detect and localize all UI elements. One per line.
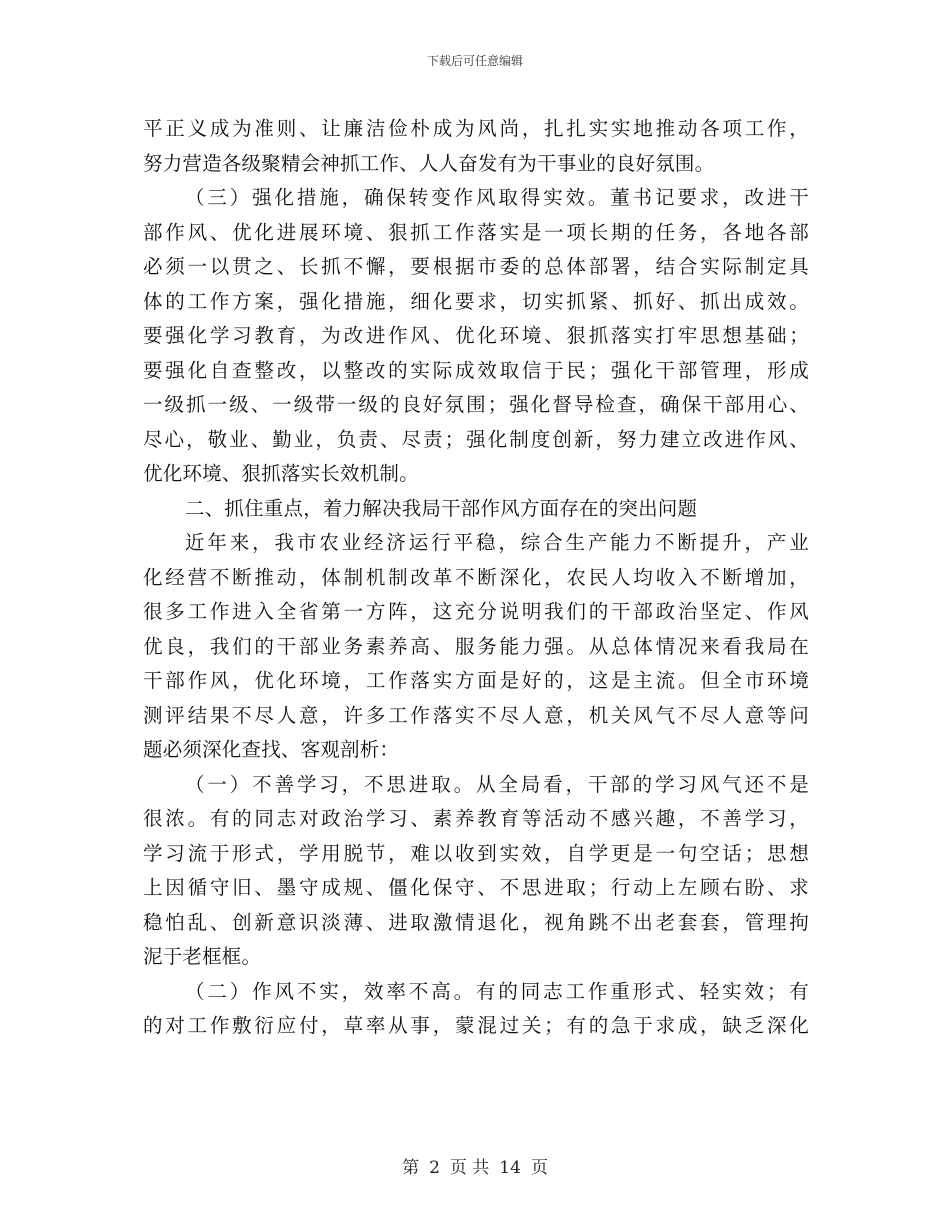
- text-line: 近年来，我市农业经济运行平稳，综合生产能力不断提升，产业: [185, 531, 809, 554]
- text-line: 优良，我们的干部业务素养高、服务能力强。从总体情况来看我局在: [143, 634, 809, 658]
- text-line: 泥于老框框。: [143, 945, 262, 968]
- text-line: 上因循守旧、墨守成规、僵化保守、不思进取；行动上左顾右盼、求: [143, 876, 809, 899]
- text-line: 一级抓一级、一级带一级的良好氛围；强化督导检查，确保干部用心、: [143, 393, 809, 416]
- text-line: 稳怕乱、创新意识淡薄、进取激情退化，视角跳不出老套套，管理拘: [143, 910, 809, 934]
- footer-total-pages: 14: [499, 1158, 521, 1178]
- text-line: 努力营造各级聚精会神抓工作、人人奋发有为干事业的良好氛围。: [143, 151, 715, 175]
- footer-suffix: 页: [530, 1158, 548, 1178]
- page-footer: [0, 1153, 950, 1178]
- text-line: 尽心，敬业、勤业，负责、尽责；强化制度创新，努力建立改进作风、: [143, 427, 809, 451]
- footer-middle: 页 共: [449, 1158, 490, 1178]
- text-line: 平正义成为准则、让廉洁俭朴成为风尚，扎扎实实地推动各项工作，: [143, 117, 809, 140]
- text-line: 很浓。有的同志对政治学习、素养教育等活动不感兴趣，不善学习，: [143, 807, 809, 830]
- text-line: （二）作风不实，效率不高。有的同志工作重形式、轻实效；有: [185, 979, 809, 1003]
- text-line: 优化环境、狠抓落实长效机制。: [143, 462, 419, 485]
- page-header: 下载后可任意编辑: [426, 54, 523, 68]
- text-line: 必须一以贯之、长抓不懈，要根据市委的总体部署，结合实际制定具: [143, 255, 809, 278]
- text-line: 干部作风，优化环境，工作落实方面是好的，这是主流。但全市环境: [143, 669, 809, 692]
- text-line: 的对工作敷衍应付，草率从事，蒙混过关；有的急于求成，缺乏深化: [143, 1014, 809, 1037]
- text-line: （三）强化措施，确保转变作风取得实效。董书记要求，改进干: [185, 186, 809, 209]
- text-line: 化经营不断推动，体制机制改革不断深化，农民人均收入不断增加，: [143, 565, 809, 589]
- text-line: 题必须深化查找、客观剖析：: [143, 738, 400, 761]
- text-line: 要强化自查整改，以整改的实际成效取信于民；强化干部管理，形成: [143, 358, 809, 382]
- footer-page-number: 2: [429, 1158, 440, 1178]
- text-line: （一）不善学习，不思进取。从全局看，干部的学习风气还不是: [185, 772, 809, 796]
- text-line: 二、抓住重点，着力解决我局干部作风方面存在的突出问题: [185, 496, 698, 520]
- text-line: 部作风、优化进展环境、狠抓工作落实是一项长期的任务，各地各部: [143, 220, 809, 244]
- document-body: [143, 112, 809, 1044]
- text-line: 测评结果不尽人意，许多工作落实不尽人意，机关风气不尽人意等问: [143, 703, 809, 727]
- text-line: 要强化学习教育，为改进作风、优化环境、狠抓落实打牢思想基础；: [143, 324, 809, 347]
- footer-prefix: 第: [402, 1158, 420, 1178]
- text-line: 学习流于形式，学用脱节，难以收到实效，自学更是一句空话；思想: [143, 841, 809, 865]
- text-line: 体的工作方案，强化措施，细化要求，切实抓紧、抓好、抓出成效。: [143, 289, 809, 313]
- text-line: 很多工作进入全省第一方阵，这充分说明我们的干部政治坚定、作风: [143, 600, 809, 623]
